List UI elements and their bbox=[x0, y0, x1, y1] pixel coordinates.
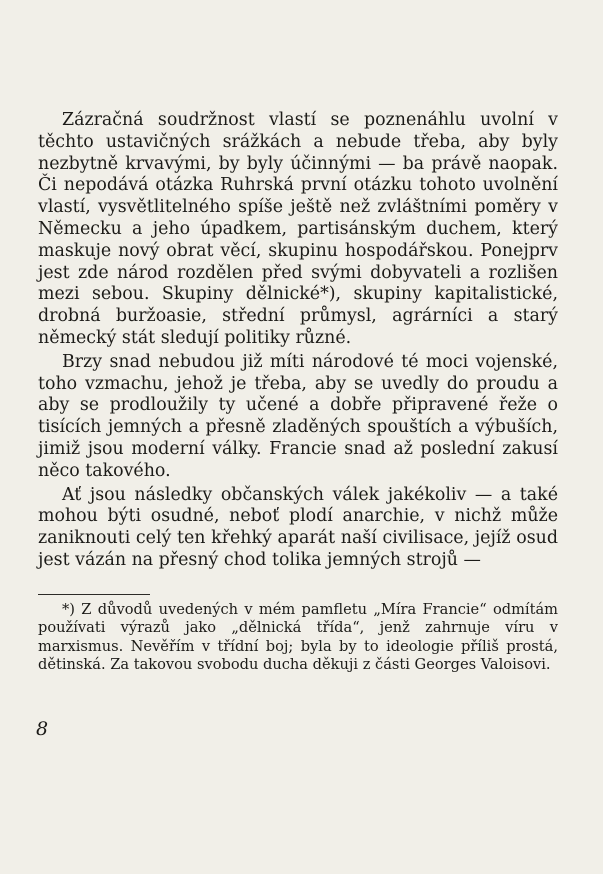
footnote: *) Z důvodů uvedených v mém pamfletu „Míra Francie“ odmítám používati výrazů jako „dělnická třída“, jenž zahrnuje víru v marxismus. Nevěřím v třídní boj; byla by to ideologie příliš prostá, dětinská. Za takovou svobodu ducha děkuji z části Georges Valoisovi. bbox=[38, 600, 558, 674]
footnote-divider bbox=[38, 594, 150, 595]
page-body bbox=[38, 110, 558, 675]
page-number: 8 bbox=[36, 718, 49, 740]
paragraph-2: Brzy snad nebudou již míti národové té moci vojenské, toho vzmachu, jehož je třeba, aby se uvedly do proudu a aby se prodloužily ty učené a dobře připravené řeže o tisících jemných a přesně zladěných spouštích a výbuších, jimiž jsou moderní války. Francie snad až poslední zakusí něco takového. bbox=[38, 351, 558, 481]
paragraph-1: Zázračná soudržnost vlastí se poznenáhlu uvolní v těchto ustavičných srážkách a nebude třeba, aby byly nezbytně krvavými, by byly účinnými — ba právě naopak. Či nepodává otázka Ruhrská první otázku tohoto uvolnění vlastí, vysvětlitelného spíše ještě než zvláštními poměry v Německu a jeho úpadkem, partisánským duchem, který maskuje nový obrat věcí, skupinu hospodářskou. Ponejprv jest zde národ rozdělen před svými dobyvateli a rozlišen mezi sebou. Skupiny dělnické*), skupiny kapitalistické, drobná buržoasie, střední průmysl, agrárníci a starý německý stát sledují politiky různé. bbox=[38, 110, 558, 348]
paragraph-3: Ať jsou následky občanských válek jakékoliv — a také mohou býti osudné, neboť plodí anarchie, v nichž může zaniknouti celý ten křehký aparát naší civilisace, jejíž osud jest vázán na přesný chod tolika jemných strojů — bbox=[38, 484, 558, 570]
